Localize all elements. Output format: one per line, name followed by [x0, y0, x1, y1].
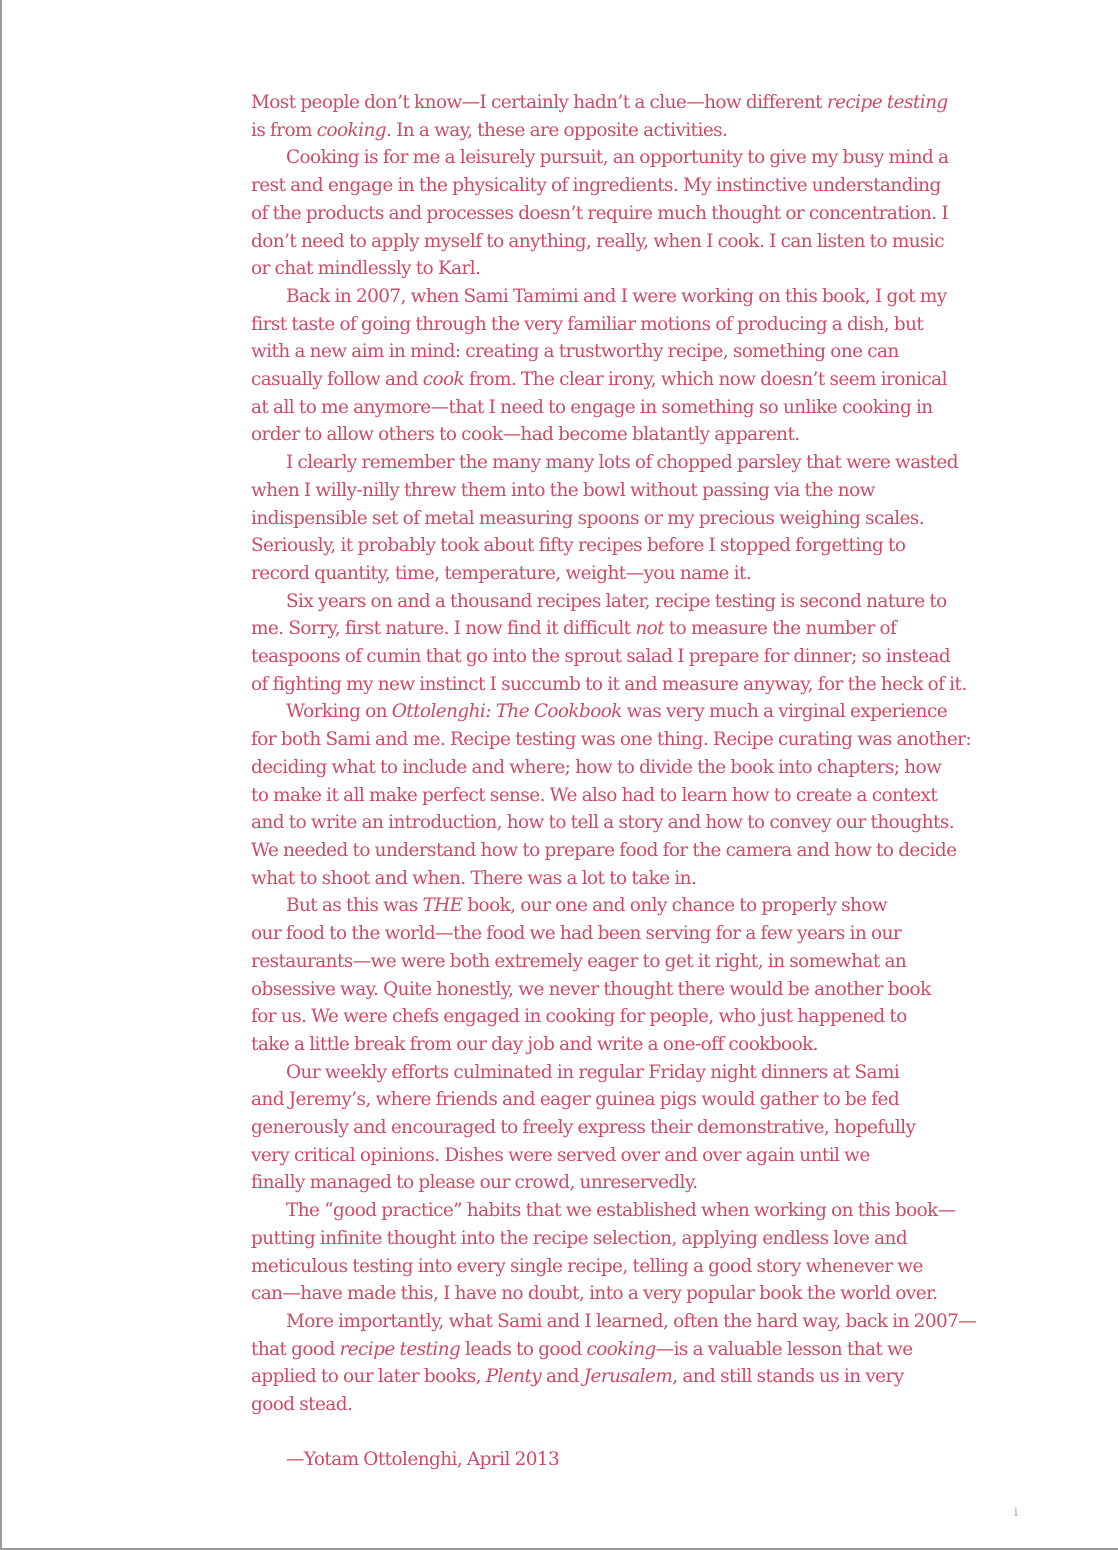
text-run: , and still stands us in very good stead.: [251, 1366, 904, 1416]
paragraph: [251, 1197, 1026, 1308]
text-run: and: [541, 1366, 584, 1388]
paragraph: [251, 698, 1026, 892]
text-run: More importantly, what Sami and I learned, often the hard way, back in 2007— that good: [251, 1310, 977, 1360]
italic-text: Jerusalem: [583, 1366, 673, 1388]
italic-text: Ottolenghi: The Cookbook: [391, 701, 622, 723]
text-run: was very much a virginal experience for both Sami and me. Recipe testing was one thing. Recipe curating was another: deciding what to include and where; how to divide the book into chapters; how to make it all make perfect sense. We also had to learn how to create a context and to write an introduction, how to tell a story and how to convey our thoughts. We needed to understand how to prepare food for the camera and how to decide what to shoot and when. There was a lot to take in.: [251, 701, 972, 889]
text-run: Our weekly efforts culminated in regular Friday night dinners at Sami and Jeremy’s, where friends and eager guinea pigs would gather to be fed generously and encouraged to freely express their demonstrative, hopefully very critical opinions. Dishes were served over and over again until we finally managed to please our crowd, unreservedly.: [251, 1061, 916, 1194]
paragraph: [251, 144, 1026, 283]
paragraph: [251, 449, 1026, 588]
text-run: . In a way, these are opposite activities.: [385, 119, 728, 141]
paragraph: [251, 1059, 1026, 1198]
paragraph: [251, 1308, 1026, 1419]
text-run: Working on: [286, 701, 392, 723]
text-run: leads to good: [460, 1338, 587, 1360]
paragraph: [251, 588, 1026, 699]
italic-text: cooking: [586, 1338, 656, 1360]
text-run: Six years on and a thousand recipes later, recipe testing is second nature to me. Sorry, first nature. I now find it difficult: [251, 590, 947, 640]
paragraph: [251, 283, 1026, 449]
text-run: Back in 2007, when Sami Tamimi and I were working on this book, I got my first taste of going through the very familiar motions of producing a dish, but with a new aim in mind: creating a trustworthy recipe, something one can casually follow and: [251, 285, 947, 391]
italic-text: cook: [422, 369, 465, 391]
author-signature: —Yotam Ottolenghi, April 2013: [286, 1448, 560, 1470]
text-run: is from: [251, 119, 312, 141]
italic-text: cooking: [316, 119, 386, 141]
italic-text: recipe testing: [339, 1338, 461, 1360]
paragraph: [251, 892, 1026, 1058]
text-run: —is a valuable lesson that we applied to our later books,: [251, 1338, 913, 1388]
text-run: But as this was: [286, 895, 423, 917]
italic-text: Plenty: [485, 1366, 542, 1388]
italic-text: recipe testing: [826, 92, 948, 113]
page-number: i: [1014, 1505, 1018, 1519]
text-run: The “good practice” habits that we established when working on this book— putting infinite thought into the recipe selection, applying endless love and meticulous testing into every single recipe, telling a good story whenever we can—have made this, I have no doubt, into a very popular book the world over.: [251, 1200, 956, 1305]
italic-text: THE: [422, 895, 463, 917]
italic-text: not: [635, 618, 664, 640]
text-run: to measure the number of teaspoons of cumin that go into the sprout salad I prepare for dinner; so instead of fighting my new instinct I succumb to it and measure anyway, for the heck of it.: [251, 618, 967, 695]
text-run: I clearly remember the many many lots of chopped parsley that were wasted when I willy-nilly threw them into the bowl without passing via the now indispensible set of metal measuring spoons or my precious weighing scales. Seriously, it probably took about fifty recipes before I stopped forgetting to record quantity, time, temperature, weight—you name it.: [251, 452, 958, 584]
text-run: book, our one and only chance to properly show our food to the world—the food we had been serving for a few years in our restaurants—we were both extremely eager to get it right, in somewhat an obsessive way. Quite honestly, we never thought there would be another book for us. We were chefs engaged in cooking for people, who just happened to take a little break from our day job and write a one-off cookbook.: [251, 895, 931, 1055]
paragraph: [251, 89, 1026, 144]
text-run: from. The clear irony, which now doesn’t seem ironical at all to me anymore—that I need to engage in something so unlike cooking in order to allow others to cook—had become blatantly apparent.: [251, 369, 947, 446]
foreword-text: [251, 89, 1026, 1473]
text-run: Cooking is for me a leisurely pursuit, an opportunity to give my busy mind a rest and engage in the physicality of ingredients. My instinctive understanding of the products and processes doesn’t require much thought or concentration. I don’t need to apply myself to anything, really, when I cook. I can listen to music or chat mindlessly to Karl.: [251, 147, 949, 280]
text-run: Most people don’t know—I certainly hadn’t a clue—how different: [251, 92, 827, 113]
